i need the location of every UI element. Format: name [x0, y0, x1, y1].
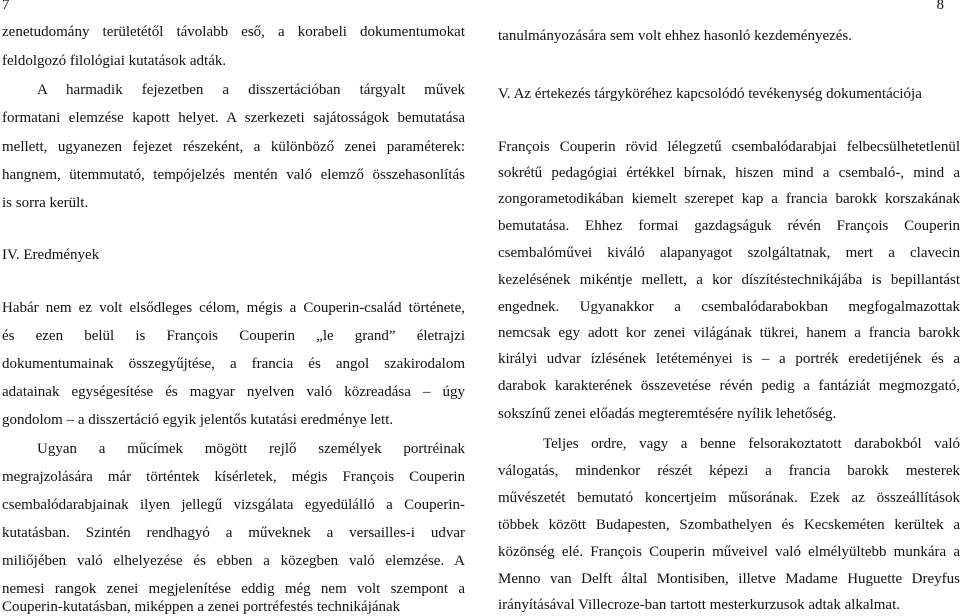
text-line: sokszínű zenei előadás megteremtésére nyílik lehetőség.: [498, 406, 837, 422]
text-line: csembalódarabjainak ilyen jellegű vizsgálata egyedülálló a Couperin-: [2, 497, 465, 513]
text-line: és ezen belül is François Couperin „le grand” életrajzi: [2, 328, 465, 344]
text-line: François Couperin rövid lélegzetű csembalódarabjai felbecsülhetetlenül: [498, 139, 960, 155]
text-line: nemcsak egy adott kor zenei világának tükrei, hanem a francia barokk: [498, 325, 960, 341]
text-line: többek között Budapesten, Szombathelyen és Kecskeméten kerültek a: [498, 517, 960, 533]
text-line: Menno van Delft által Montisiben, illetve Madame Huguette Dreyfus: [498, 571, 960, 587]
text-line: királyi udvar ízlésének letéteményei is – a portrék eredetijének és a: [498, 351, 960, 367]
text-line: A harmadik fejezetben a disszertációban tárgyalt művek: [37, 82, 465, 98]
text-line: művészetét bemutató koncertjeim műsorának. Ezek az összeállítások: [498, 490, 960, 506]
text-line: Habár nem ez volt elsődleges célom, mégis a Couperin-család története,: [2, 300, 465, 316]
text-line: engednek. Ugyanakkor a csembalódarabokban megfogalmazottak: [498, 299, 960, 315]
text-line: kezelésének mikéntje mellett, a kor díszítéstechnikájába is bepillantást: [498, 272, 960, 288]
text-line: feldolgozó filológiai kutatások adták.: [2, 53, 227, 69]
right-page: [480, 0, 960, 616]
text-line: bemutatása. Ehhez formai gazdagságuk révén François Couperin: [498, 218, 960, 234]
text-line: válogatás, mindenkor részét képezi a francia barokk mesterek: [498, 463, 960, 479]
text-line: közönség elé. François Couperin műveivel való elmélyültebb munkára a: [498, 544, 960, 560]
text-line: mellett, ugyanezen fejezet részeként, a különböző zenei paraméterek:: [2, 139, 465, 155]
text-line: formatani elemzése kapott helyet. A szerkezeti sajátosságok bemutatása: [2, 110, 465, 126]
text-line: sokrétű pedagógiai értékkel bírnak, hiszen mind a csembaló-, mind a: [498, 165, 960, 181]
text-line: zongorametodikában kiemelt szerepet kap a francia barokk korszakának: [498, 191, 960, 207]
section-heading: V. Az értekezés tárgyköréhez kapcsolódó tevékenység dokumentációja: [498, 86, 922, 102]
text-line: csembalóművei kiváló alapanyagot szolgáltatnak, mert a clavecin: [498, 245, 960, 261]
text-line: dokumentumainak összegyűjtése, a francia és angol szakirodalom: [2, 356, 465, 372]
text-line: gondolom – a disszertáció egyik jelentős kutatási eredménye lett.: [2, 412, 394, 428]
page-number: 8: [936, 0, 944, 13]
text-line: nemesi rangok zenei megjelenítése eddig még nem volt szempont a: [2, 581, 465, 597]
text-line: kutatásban. Szintén rendhagyó a műveknek a versailles-i udvar: [2, 525, 465, 541]
text-line: zenetudomány területétől távolabb eső, a korabeli dokumentumokat: [2, 24, 465, 40]
section-heading: IV. Eredmények: [2, 247, 100, 263]
text-line: megrajzolására már történtek kísérletek, mégis François Couperin: [2, 469, 465, 485]
text-line: adatainak egységesítése és magyar nyelven való közreadása – úgy: [2, 384, 465, 400]
text-line: tanulmányozására sem volt ehhez hasonló kezdeményezés.: [498, 28, 853, 44]
page-number: 7: [2, 0, 10, 13]
text-line: irányításával Villecroze-ban tartott mesterkurzusok adtak alkalmat.: [498, 597, 900, 613]
text-line: is sorra került.: [2, 195, 89, 211]
text-line: miliőjében való elhelyezése és ebben a közegben való elemzése. A: [2, 553, 465, 569]
text-line: hangnem, ütemmutató, tempójelzés mentén való elemző összehasonlítás: [2, 167, 465, 183]
text-line: darabok karakterének összevetése révén pedig a fantáziát megmozgató,: [498, 378, 960, 394]
text-line: Couperin-kutatásban, miképpen a zenei portréfestés technikájának: [2, 599, 401, 615]
text-line: Ugyan a műcímek mögött rejlő személyek portréinak: [37, 441, 465, 457]
text-line: Teljes ordre, vagy a benne felsorakoztatott darabokból való: [543, 436, 960, 452]
